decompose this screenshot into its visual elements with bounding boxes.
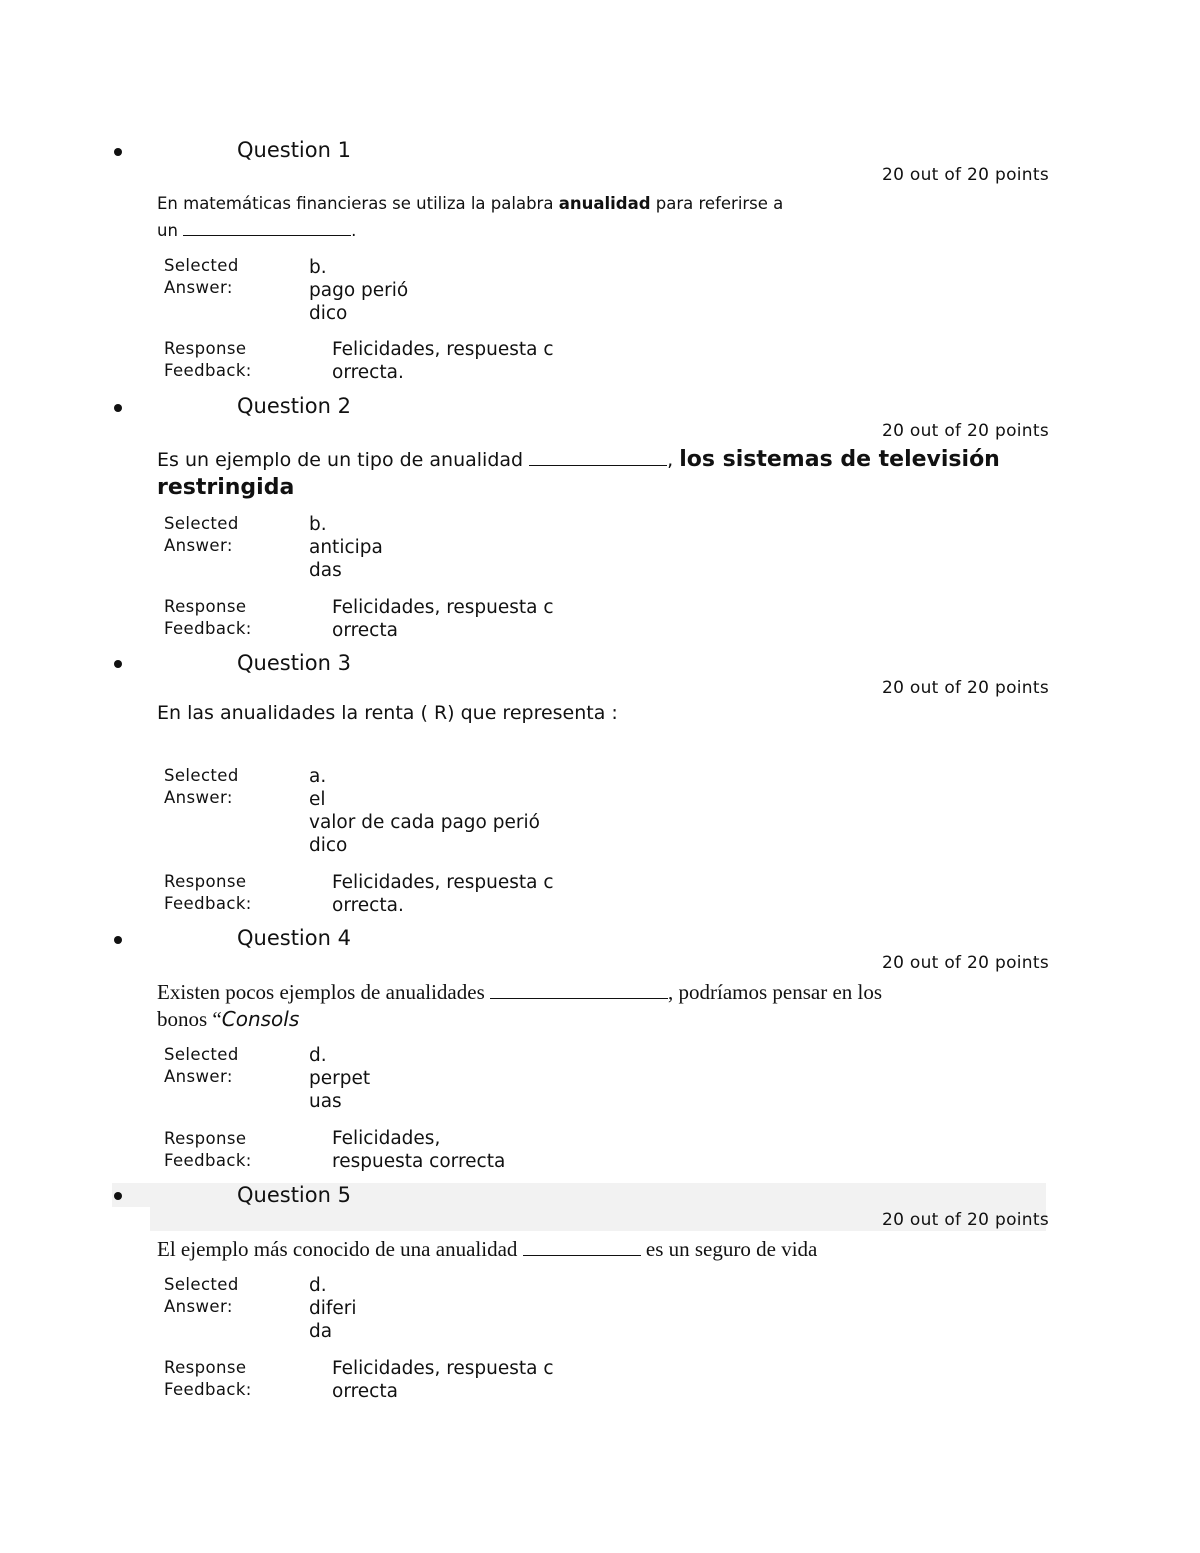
question-text: En las anualidades la renta ( R) que representa : — [157, 702, 618, 724]
answer-blank — [490, 981, 668, 999]
answer-blank — [183, 218, 351, 236]
response-feedback-label: Response Feedback: — [164, 339, 252, 380]
question-title: Question 2 — [237, 394, 351, 418]
selected-answer: b. pago perió dico — [309, 257, 409, 324]
response-feedback: Felicidades, respuesta c orrecta. — [332, 872, 554, 916]
response-feedback: Felicidades, respuesta c orrecta. — [332, 339, 554, 383]
response-feedback-label: Response Feedback: — [164, 872, 252, 913]
response-feedback: Felicidades, respuesta c orrecta — [332, 597, 554, 641]
points-score: 20 out of 20 points — [881, 165, 1049, 185]
bullet-icon — [114, 936, 122, 944]
answer-blank — [523, 1238, 641, 1256]
response-feedback-label: Response Feedback: — [164, 1358, 252, 1399]
selected-answer: d. perpet uas — [309, 1045, 371, 1112]
selected-answer-label: Selected Answer: — [164, 1045, 239, 1086]
response-feedback-label: Response Feedback: — [164, 597, 252, 638]
selected-answer: d. diferi da — [309, 1275, 357, 1342]
points-score: 20 out of 20 points — [881, 421, 1049, 441]
bullet-icon — [114, 660, 122, 668]
selected-answer-label: Selected Answer: — [164, 514, 239, 555]
selected-answer-label: Selected Answer: — [164, 1275, 239, 1316]
selected-answer-label: Selected Answer: — [164, 766, 239, 807]
points-score: 20 out of 20 points — [881, 953, 1049, 973]
bullet-icon — [114, 404, 122, 412]
question-title: Question 1 — [237, 138, 351, 162]
points-score: 20 out of 20 points — [881, 1210, 1049, 1230]
question-text: En matemáticas financieras se utiliza la palabra anualidad para referirse a un . — [157, 194, 784, 240]
answer-blank — [529, 448, 667, 466]
highlight-notch — [112, 1207, 150, 1231]
selected-answer: b. anticipa das — [309, 514, 383, 581]
response-feedback-label: Response Feedback: — [164, 1129, 252, 1170]
question-title: Question 4 — [237, 926, 351, 950]
question-text: Existen pocos ejemplos de anualidades , podríamos pensar en los bonos “Consols — [157, 980, 883, 1031]
response-feedback: Felicidades, respuesta c orrecta — [332, 1358, 554, 1402]
question-text: Es un ejemplo de un tipo de anualidad , los sistemas de televisión restringida — [157, 447, 1000, 500]
response-feedback: Felicidades, respuesta correcta — [332, 1128, 506, 1172]
selected-answer-label: Selected Answer: — [164, 256, 239, 297]
bullet-icon — [114, 148, 122, 156]
points-score: 20 out of 20 points — [881, 678, 1049, 698]
bullet-icon — [114, 1192, 122, 1200]
question-text: El ejemplo más conocido de una anualidad es un seguro de vida — [157, 1237, 818, 1261]
question-title: Question 3 — [237, 651, 351, 675]
question-title: Question 5 — [237, 1183, 351, 1207]
selected-answer: a. el valor de cada pago perió dico — [309, 766, 540, 856]
